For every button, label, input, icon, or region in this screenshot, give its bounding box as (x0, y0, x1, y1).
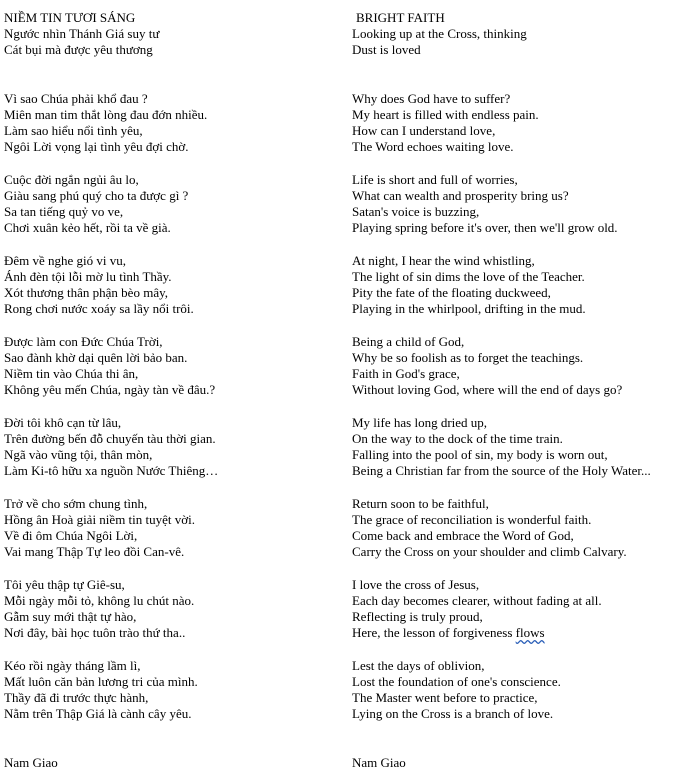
vi-stanza-1 (4, 91, 344, 155)
en-line: Come back and embrace the Word of God, (352, 528, 574, 543)
en-line: Without loving God, where will the end of days go? (352, 382, 623, 397)
vi-line: Nằm trên Thập Giá là cành cây yêu. (4, 706, 192, 721)
vi-line: Vì sao Chúa phải khổ đau ? (4, 91, 148, 106)
vi-line: Mỗi ngày mỗi tỏ, không lu chút nào. (4, 593, 195, 608)
en-line: Return soon to be faithful, (352, 496, 489, 511)
vi-line: Nơi đây, bài học tuôn trào thứ tha.. (4, 625, 186, 640)
en-line: Life is short and full of worries, (352, 172, 518, 187)
en-line: My heart is filled with endless pain. (352, 107, 539, 122)
en-line: Lost the foundation of one's conscience. (352, 674, 561, 689)
en-line: Reflecting is truly proud, (352, 609, 483, 624)
en-line: Lying on the Cross is a branch of love. (352, 706, 554, 721)
vi-stanza-2 (4, 172, 344, 236)
en-line: Pity the fate of the floating duckweed, (352, 285, 551, 300)
en-stanza-5 (352, 415, 672, 479)
en-line: The Word echoes waiting love. (352, 139, 514, 154)
en-line: At night, I hear the wind whistling, (352, 253, 535, 268)
vi-line: Ánh đèn tội lỗi mờ lu tình Thầy. (4, 269, 172, 284)
en-stanza-1 (352, 91, 672, 155)
vi-line: Chơi xuân kẻo hết, rồi ta về già. (4, 220, 171, 235)
vi-line: Trên đường bến đỗ chuyến tàu thời gian. (4, 431, 216, 446)
en-line: I love the cross of Jesus, (352, 577, 480, 592)
en-stanza-7 (352, 577, 672, 641)
en-stanza-4 (352, 334, 672, 398)
vi-line: Cuộc đời ngắn ngủi âu lo, (4, 172, 139, 187)
en-line: Being a Christian far from the source of the Holy Water... (352, 463, 651, 478)
vi-stanza-4 (4, 334, 344, 398)
vi-line: Ngôi Lời vọng lại tình yêu đợi chờ. (4, 139, 189, 154)
en-line: The Master went before to practice, (352, 690, 538, 705)
en-stanza-3 (352, 253, 672, 317)
vi-stanza-7 (4, 577, 344, 641)
en-line: Why be so foolish as to forget the teachings. (352, 350, 584, 365)
en-line: Satan's voice is buzzing, (352, 204, 480, 219)
vi-line: Đêm về nghe gió vi vu, (4, 253, 127, 268)
en-line: Faith in God's grace, (352, 366, 460, 381)
en-intro-line: Looking up at the Cross, thinking (352, 26, 527, 41)
vi-line: Xót thương thân phận bèo mây, (4, 285, 168, 300)
en-line: Playing in the whirlpool, drifting in the mud. (352, 301, 586, 316)
vi-line: Rong chơi nước xoáy sa lầy nổi trôi. (4, 301, 194, 316)
vi-line: Làm Ki-tô hữu xa nguồn Nước Thiêng… (4, 463, 219, 478)
vi-line: Kéo rồi ngày tháng lầm lì, (4, 658, 141, 673)
en-line: Being a child of God, (352, 334, 465, 349)
vi-line: Miên man tim thắt lòng đau đớn nhiều. (4, 107, 208, 122)
en-line-with-flag (352, 625, 672, 641)
vi-line: Về đi ôm Chúa Ngôi Lời, (4, 528, 138, 543)
vi-line: Được làm con Đức Chúa Trời, (4, 334, 163, 349)
en-stanza-2 (352, 172, 672, 236)
vi-line: Hồng ân Hoà giải niềm tin tuyệt vời. (4, 512, 196, 527)
vi-line: Thầy đã đi trước thực hành, (4, 690, 149, 705)
vi-line: Ngã vào vũng tội, thân mòn, (4, 447, 153, 462)
en-line: Lest the days of oblivion, (352, 658, 485, 673)
vi-stanza-8 (4, 658, 344, 722)
en-line: Falling into the pool of sin, my body is worn out, (352, 447, 608, 462)
vi-stanza-3 (4, 253, 344, 317)
vi-signature: Nam Giao (4, 755, 58, 770)
vi-line: Giàu sang phú quý cho ta được gì ? (4, 188, 189, 203)
en-line: Why does God have to suffer? (352, 91, 511, 106)
vi-line: Sa tan tiếng quỷ vo ve, (4, 204, 124, 219)
vi-line: Làm sao hiểu nổi tình yêu, (4, 123, 143, 138)
en-intro-line: Dust is loved (352, 42, 421, 57)
vietnamese-poem (4, 10, 344, 771)
vi-title: NIỀM TIN TƯƠI SÁNG (4, 10, 136, 25)
vi-line: Vai mang Thập Tự leo đồi Can-vê. (4, 544, 185, 559)
vi-line: Trở về cho sớm chung tình, (4, 496, 148, 511)
vi-line: Gẫm suy mới thật tự hào, (4, 609, 137, 624)
en-line: The grace of reconciliation is wonderful faith. (352, 512, 592, 527)
en-signature: Nam Giao (352, 755, 406, 770)
en-line: Each day becomes clearer, without fading at all. (352, 593, 602, 608)
en-line: Playing spring before it's over, then we'll grow old. (352, 220, 618, 235)
vi-stanza-5 (4, 415, 344, 479)
en-line: My life has long dried up, (352, 415, 488, 430)
vi-line: Tôi yêu thập tự Giê-su, (4, 577, 125, 592)
vi-line: Sao đành khờ dại quên lời bảo ban. (4, 350, 188, 365)
vi-line: Niềm tin vào Chúa thi ân, (4, 366, 139, 381)
en-line: On the way to the dock of the time train. (352, 431, 563, 446)
en-stanza-6 (352, 496, 672, 560)
en-line: The light of sin dims the love of the Teacher. (352, 269, 585, 284)
vi-line: Đời tôi khô cạn từ lâu, (4, 415, 122, 430)
spellcheck-flagged-word[interactable]: flows (515, 625, 545, 640)
vi-line: Không yêu mến Chúa, ngày tàn về đâu.? (4, 382, 216, 397)
en-line: Here, the lesson of forgiveness (352, 625, 516, 640)
vi-stanza-6 (4, 496, 344, 560)
english-poem (352, 10, 672, 771)
vi-line: Mất luôn căn bản lương tri của mình. (4, 674, 198, 689)
vi-intro-line: Ngước nhìn Thánh Giá suy tư (4, 26, 160, 41)
en-stanza-8 (352, 658, 672, 722)
en-line: How can I understand love, (352, 123, 496, 138)
vi-intro-line: Cát bụi mà được yêu thương (4, 42, 153, 57)
en-title: BRIGHT FAITH (356, 10, 445, 25)
en-line: What can wealth and prosperity bring us? (352, 188, 569, 203)
en-line: Carry the Cross on your shoulder and climb Calvary. (352, 544, 627, 559)
